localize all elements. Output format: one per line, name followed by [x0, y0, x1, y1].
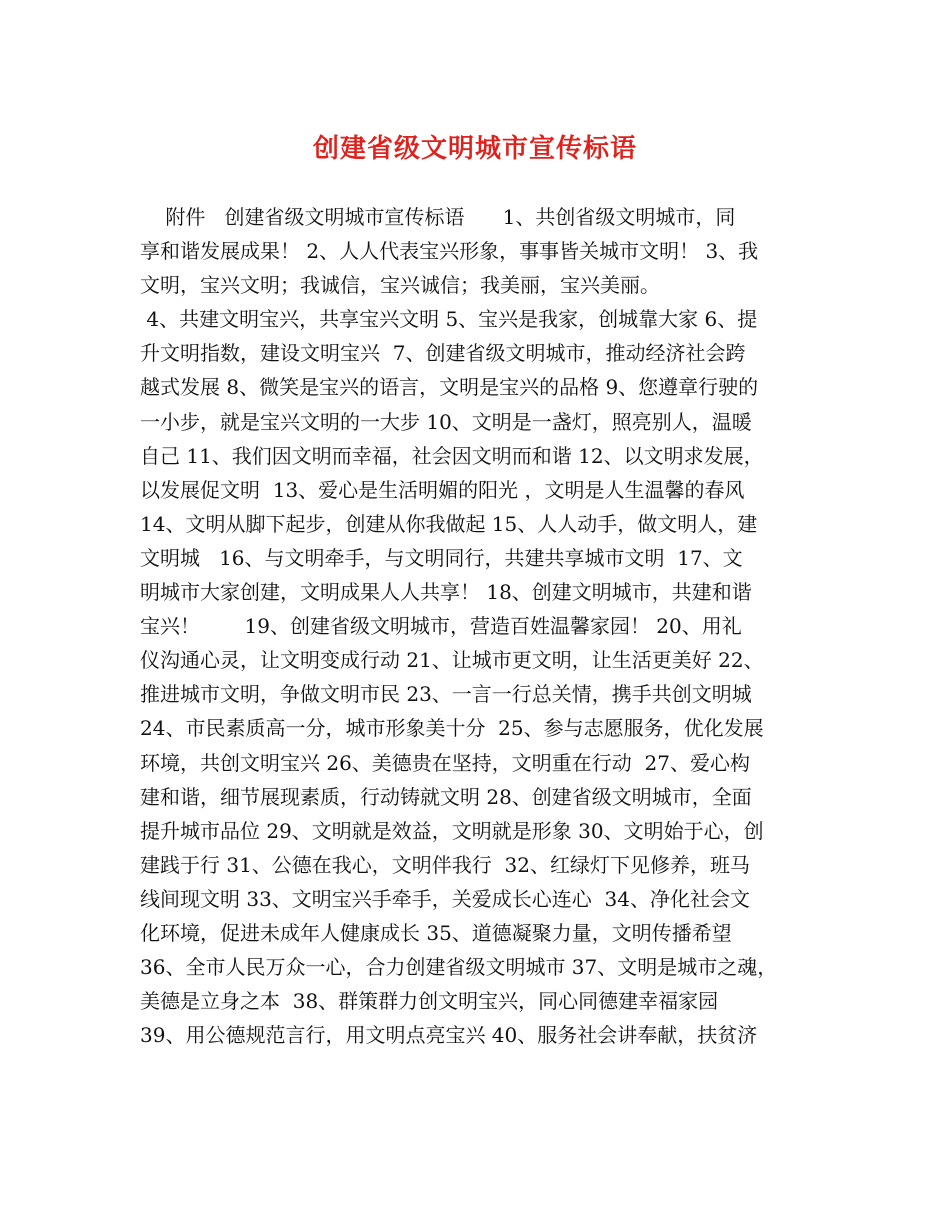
- body-line: 化环境，促进未成年人健康成长 35、道德凝聚力量，文明传播希望: [140, 920, 732, 945]
- body-line: 附件 创建省级文明城市宣传标语 1、共创省级文明城市，同: [140, 205, 736, 229]
- document-body: [140, 200, 820, 1052]
- body-line: 以发展促文明 13、爱心是生活明媚的阳光 ，文明是人生温馨的春风: [140, 477, 745, 502]
- body-line: 4、共建文明宝兴，共享宝兴文明 5、宝兴是我家，创城靠大家 6、提: [140, 307, 758, 332]
- body-line: 24、市民素质高一分，城市形象美十分 25、参与志愿服务，优化发展: [140, 716, 764, 741]
- document-title: 创建省级文明城市宣传标语: [312, 134, 637, 164]
- body-line: 自己 11、我们因文明而幸福，社会因文明而和谐 12、以文明求发展，: [140, 443, 764, 468]
- body-line: 36、全市人民万众一心，合力创建省级文明城市 37、文明是城市之魂，: [140, 955, 778, 980]
- body-line: 享和谐发展成果！ 2、人人代表宝兴形象，事事皆关城市文明！ 3、我: [140, 239, 759, 264]
- body-line: 越式发展 8、微笑是宝兴的语言，文明是宝兴的品格 9、您遵章行驶的: [140, 375, 759, 400]
- body-line: 宝兴！ 19、创建省级文明城市，营造百姓温馨家园！ 20、用礼: [140, 614, 742, 639]
- body-line: 建践于行 31、公德在我心，文明伴我行 32、红绿灯下见修养，班马: [140, 852, 750, 877]
- body-line: 提升城市品位 29、文明就是效益，文明就是形象 30、文明始于心，创: [140, 818, 764, 843]
- body-line: 美德是立身之本 38、群策群力创文明宝兴，同心同德建幸福家园: [140, 989, 719, 1014]
- body-line: 线间现文明 33、文明宝兴手牵手，关爱成长心连心 34、净化社会文: [140, 886, 750, 911]
- body-line: 升文明指数，建设文明宝兴 7、创建省级文明城市，推动经济社会跨: [140, 341, 746, 366]
- body-line: 文明，宝兴文明；我诚信，宝兴诚信；我美丽，宝兴美丽。: [140, 273, 660, 298]
- body-line: 39、用公德规范言行，用文明点亮宝兴 40、服务社会讲奉献，扶贫济: [140, 1023, 758, 1048]
- body-line: 文明城 16、与文明牵手，与文明同行，共建共享城市文明 17、文: [140, 545, 743, 570]
- body-line: 建和谐，细节展现素质，行动铸就文明 28、创建省级文明城市，全面: [140, 784, 752, 809]
- body-line: 14、文明从脚下起步，创建从你我做起 15、人人动手，做文明人，建: [140, 511, 758, 536]
- body-line: 推进城市文明，争做文明市民 23、一言一行总关情，携手共创文明城: [140, 682, 752, 707]
- body-line: 环境，共创文明宝兴 26、美德贵在坚持，文明重在行动 27、爱心构: [140, 750, 750, 775]
- body-line: 仪沟通心灵，让文明变成行动 21、让城市更文明，让生活更美好 22、: [140, 648, 764, 673]
- body-line: 明城市大家创建，文明成果人人共享！ 18、创建文明城市，共建和谐: [140, 580, 752, 605]
- body-line: 一小步，就是宝兴文明的一大步 10、文明是一盏灯，照亮别人，温暖: [140, 409, 752, 434]
